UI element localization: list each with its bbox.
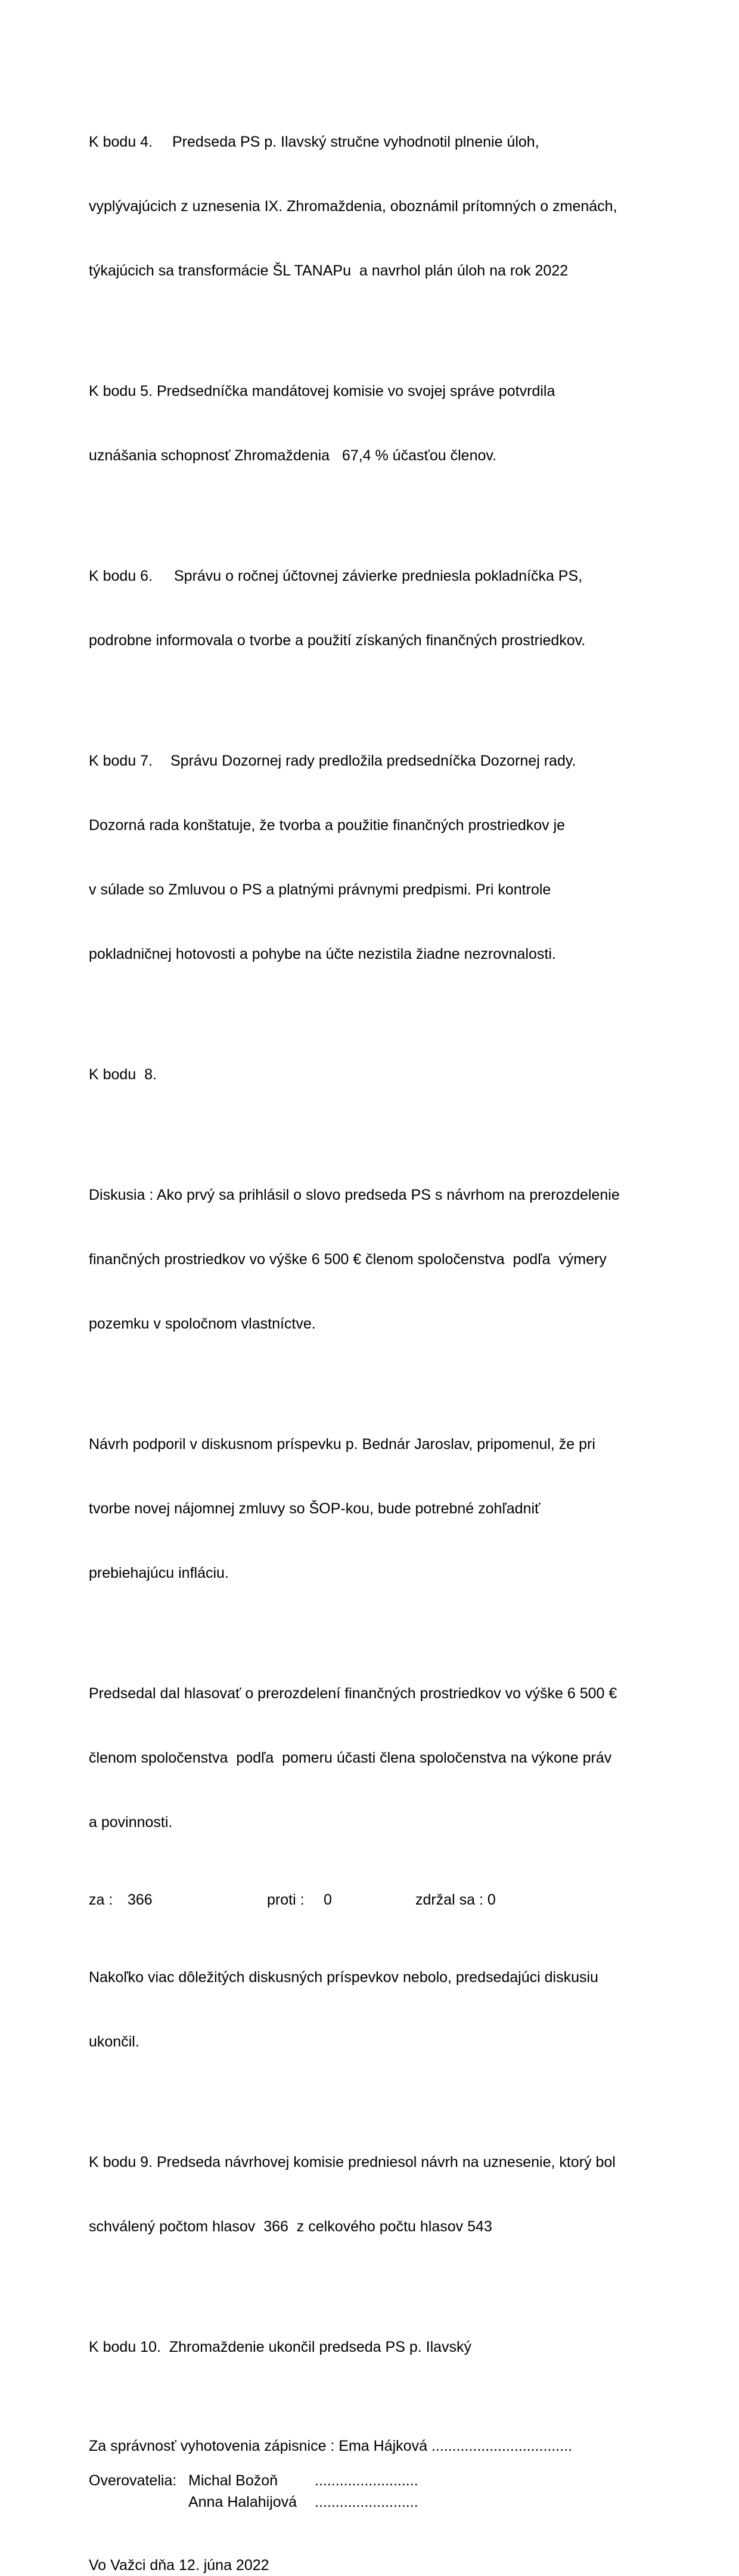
item-label: K bodu 7. [89,753,153,769]
paragraph-item-6 [89,522,661,694]
paragraph-item-10 [89,2293,661,2401]
paragraph-line: vyplývajúcich z uznesenia IX. Zhromaždenia, oboznámil prítomných o zmenách, [89,198,617,215]
signature-dots: ......................... [315,2494,418,2510]
verifier-row-2 [89,2491,661,2513]
paragraph-line: Správu Dozornej rady predložila predsedníčka Dozornej rady. [170,753,576,769]
paragraph-line: uznášania schopnosť Zhromaždenia 67,4 % účasťou členov. [89,447,496,464]
paragraph-line: Návrh podporil v diskusnom príspevku p. Bednár Jaroslav, pripomenul, že pri [89,1436,595,1453]
recorder-line: Za správnosť vyhotovenia zápisnice : Ema Hájková .................................. [89,2438,573,2454]
place-date-text: Vo Važci dňa 12. júna 2022 [89,2557,269,2574]
paragraph-item-5 [89,338,661,509]
signature-dots: ......................... [315,2472,418,2489]
paragraph-line: pozemku v spoločnom vlastníctve. [89,1315,316,1332]
paragraph-line: pokladničnej hotovosti a pohybe na účte nezistila žiadne nezrovnalosti. [89,946,556,962]
paragraph-line: Správu o ročnej účtovnej závierke predniesla pokladníčka PS, [174,568,583,584]
paragraph-line: Predseda PS p. Ilavský stručne vyhodnotil plnenie úloh, [172,134,539,150]
item-label: K bodu 6. [89,568,153,584]
paragraph-line: Diskusia : Ako prvý sa prihlásil o slovo predseda PS s návrhom na prerozdelenie [89,1187,620,1203]
paragraph-discussion [89,1141,661,1377]
paragraph-item-4 [89,88,661,324]
paragraph-line: členom spoločenstva podľa pomeru účasti člena spoločenstva na výkone práv [89,1750,612,1766]
paragraph-line: v súlade so Zmluvou o PS a platnými právnymi predpismi. Pri kontrole [89,881,551,898]
paragraph-line: týkajúcich sa transformácie ŠL TANAPu a navrhol plán úloh na rok 2022 [89,262,569,279]
paragraph-item-7 [89,707,661,1008]
paragraph-discussion-end [89,1924,661,2095]
item-label: K bodu 4. [89,134,153,150]
paragraph-proposal-support [89,1391,661,1627]
verifiers-label: Overovatelia: [89,2472,177,2489]
paragraph-line: schválený počtom hlasov 366 z celkového počtu hlasov 543 [89,2218,492,2235]
paragraph-line: K bodu 5. Predsedníčka mandátovej komisie vo svojej správe potvrdila [89,383,555,400]
verifier-name: Anna Halahijová [188,2494,297,2510]
paragraph-line: a povinnosti. [89,1814,173,1831]
paragraph-vote-call [89,1640,661,1876]
paragraph-line: Nakoľko viac dôležitých diskusných príspevkov nebolo, predsedajúci diskusiu [89,1969,598,1986]
vote-abstain: zdržal sa : 0 [415,1891,496,1908]
paragraph-line: K bodu 8. [89,1066,157,1083]
paragraph-line: Dozorná rada konštatuje, že tvorba a použitie finančných prostriedkov je [89,817,566,834]
verifier-name: Michal Božoň [188,2472,278,2489]
vote-against-label: proti : [267,1891,305,1908]
paragraph-line: prebiehajúcu infláciu. [89,1565,229,1581]
place-date [89,2555,661,2576]
paragraph-line: podrobne informovala o tvorbe a použití získaných finančných prostriedkov. [89,632,586,649]
document-page [89,88,661,2576]
paragraph-line: tvorbe novej nájomnej zmluvy so ŠOP-kou, bude potrebné zohľadniť [89,1500,541,1517]
vote-results [89,1889,661,1911]
paragraph-item-9 [89,2109,661,2280]
paragraph-line: K bodu 9. Predseda návrhovej komisie predniesol návrh na uznesenie, ktorý bol [89,2154,616,2171]
paragraph-line: K bodu 10. Zhromaždenie ukončil predseda PS p. Ilavský [89,2339,472,2355]
verifier-row-1 [89,2470,661,2491]
paragraph-line: finančných prostriedkov vo výške 6 500 € členom spoločenstva podľa výmery [89,1251,607,1268]
vote-for-value: 366 [128,1891,153,1908]
paragraph-item-8 [89,1021,661,1128]
recorder-signature [89,2435,661,2457]
vote-for-label: za : [89,1891,113,1908]
paragraph-line: ukončil. [89,2033,139,2050]
vote-against-value: 0 [324,1891,332,1908]
paragraph-line: Predsedal dal hlasovať o prerozdelení finančných prostriedkov vo výške 6 500 € [89,1685,617,1702]
